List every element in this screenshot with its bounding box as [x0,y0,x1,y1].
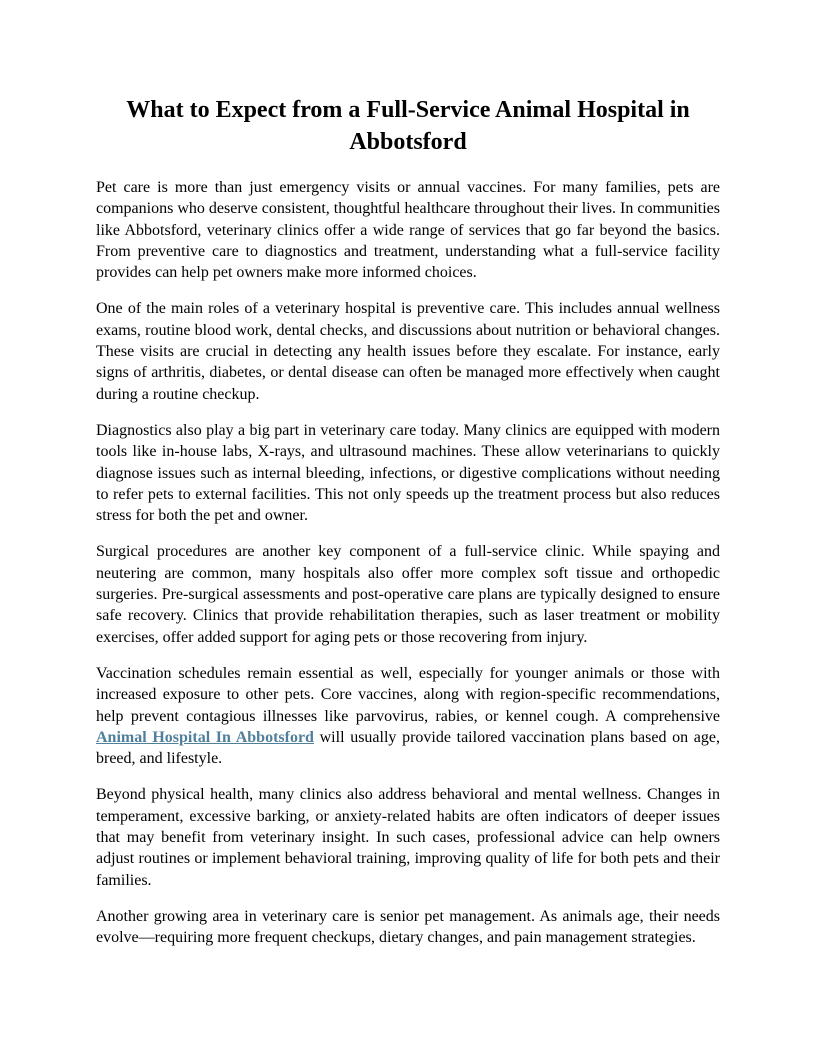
paragraph-senior-care: Another growing area in veterinary care is senior pet management. As animals age, their needs evolve—requiring more frequent checkups, dietary changes, and pain management strategies. [96,907,720,947]
document-title: What to Expect from a Full-Service Animal Hospital in Abbotsford [126,97,690,155]
paragraph-surgical: Surgical procedures are another key component of a full-service clinic. While spaying and neutering are common, many hospitals also offer more complex soft tissue and orthopedic surgeries. Pre-surgical assessments and post-operative care plans are typically designed to ensure safe recovery. Clinics that provide rehabilitation therapies, such as laser treatment or mobility exercises, offer added support for aging pets or those recovering from injury. [96,543,720,646]
paragraph-diagnostics: Diagnostics also play a big part in veterinary care today. Many clinics are equipped with modern tools like in-house labs, X-rays, and ultrasound machines. These allow veterinarians to quickly diagnose issues such as internal bleeding, infections, or digestive complications without needing to refer pets to external facilities. This not only speeds up the treatment process but also reduces stress for both the pet and owner. [96,421,720,525]
paragraph-behavioral: Beyond physical health, many clinics also address behavioral and mental wellness. Changes in temperament, excessive barking, or anxiety-related habits are often indicators of deeper issues that may benefit from veterinary insight. In such cases, professional advice can help owners adjust routines or implement behavioral training, improving quality of life for both pets and their families. [96,786,720,889]
paragraph-intro: Pet care is more than just emergency visits or annual vaccines. For many families, pets are companions who deserve consistent, thoughtful healthcare throughout their lives. In communities like Abbotsford, veterinary clinics offer a wide range of services that go far beyond the basics. From preventive care to diagnostics and treatment, understanding what a full-service facility provides can help pet owners make more informed choices. [96,179,720,282]
vaccination-text-before: Vaccination schedules remain essential as well, especially for younger animals or those with increased exposure to other pets. Core vaccines, along with region-specific recommendations, help prevent contagious illnesses like parvovirus, rabies, or kennel cough. A comprehensive [96,664,720,725]
paragraph-vaccination [96,663,720,769]
paragraph-preventive-care: One of the main roles of a veterinary hospital is preventive care. This includes annual wellness exams, routine blood work, dental checks, and discussions about nutrition or behavioral changes. These visits are crucial in detecting any health issues before they escalate. For instance, early signs of arthritis, diabetes, or dental disease can often be managed more effectively when caught during a routine checkup. [96,300,720,403]
animal-hospital-link[interactable]: Animal Hospital In Abbotsford [96,728,314,746]
document-page [96,94,720,964]
vaccination-text-after: will usually provide tailored vaccination plans based on age, breed, and lifestyle. [96,728,720,768]
